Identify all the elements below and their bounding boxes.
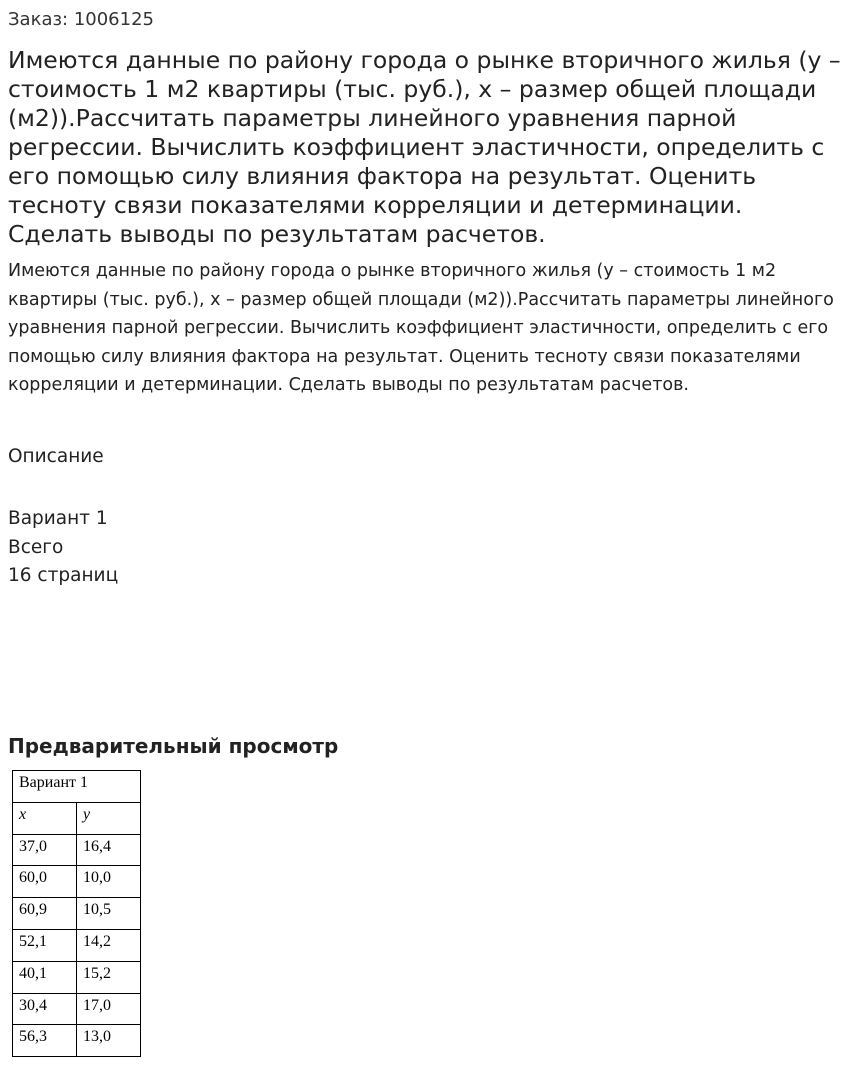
table-cell-y: 14,2 bbox=[77, 929, 141, 961]
table-cell-y: 10,5 bbox=[77, 898, 141, 930]
total-label: Всего bbox=[8, 536, 64, 558]
table-cell-y: 13,0 bbox=[77, 1025, 141, 1057]
page-count: 16 страниц bbox=[8, 565, 119, 586]
table-row bbox=[13, 993, 141, 1025]
table-row bbox=[13, 834, 141, 866]
table-row bbox=[13, 898, 141, 930]
table-cell-y: 17,0 bbox=[77, 993, 141, 1025]
column-header-y: y bbox=[77, 802, 141, 834]
table-caption: Вариант 1 bbox=[13, 771, 141, 803]
preview-heading: Предварительный просмотр bbox=[8, 734, 339, 758]
table-caption-row bbox=[13, 771, 141, 803]
table-cell-x: 37,0 bbox=[13, 834, 77, 866]
task-title: Имеются данные по району города о рынке вторичного жилья (y – стоимость 1 м2 квартиры (тыс. руб.), x – размер общей площади (м2)).Рассчитать параметры линейного уравнения парной регрессии. Вычислить коэффициент эластичности, определить с его помощью силу влияния фактора на результат. Оценить тесноту связи показателями корреляции и детерминации. Сделать выводы по результатам расчетов. bbox=[8, 46, 841, 248]
table-cell-x: 56,3 bbox=[13, 1025, 77, 1057]
table-row bbox=[13, 961, 141, 993]
preview-data-table bbox=[12, 770, 141, 1057]
order-number: Заказ: 1006125 bbox=[8, 9, 154, 30]
table-cell-x: 60,9 bbox=[13, 898, 77, 930]
variant-label: Вариант 1 bbox=[8, 508, 108, 529]
table-cell-x: 52,1 bbox=[13, 929, 77, 961]
work-details bbox=[8, 505, 118, 591]
table-cell-x: 30,4 bbox=[13, 993, 77, 1025]
column-header-x: x bbox=[13, 802, 77, 834]
table-cell-x: 60,0 bbox=[13, 866, 77, 898]
table-cell-y: 16,4 bbox=[77, 834, 141, 866]
table-row bbox=[13, 929, 141, 961]
task-description: Имеются данные по району города о рынке вторичного жилья (y – стоимость 1 м2 квартиры (тыс. руб.), x – размер общей площади (м2)).Рассчитать параметры линейного уравнения парной регрессии. Вычислить коэффициент эластичности, определить с его помощью силу влияния фактора на результат. Оценить тесноту связи показателями корреляции и детерминации. Сделать выводы по результатам расчетов. bbox=[8, 261, 834, 396]
table-row bbox=[13, 1025, 141, 1057]
table-cell-x: 40,1 bbox=[13, 961, 77, 993]
description-heading: Описание bbox=[8, 446, 104, 467]
table-cell-y: 10,0 bbox=[77, 866, 141, 898]
table-cell-y: 15,2 bbox=[77, 961, 141, 993]
table-row bbox=[13, 866, 141, 898]
table-header-row bbox=[13, 802, 141, 834]
